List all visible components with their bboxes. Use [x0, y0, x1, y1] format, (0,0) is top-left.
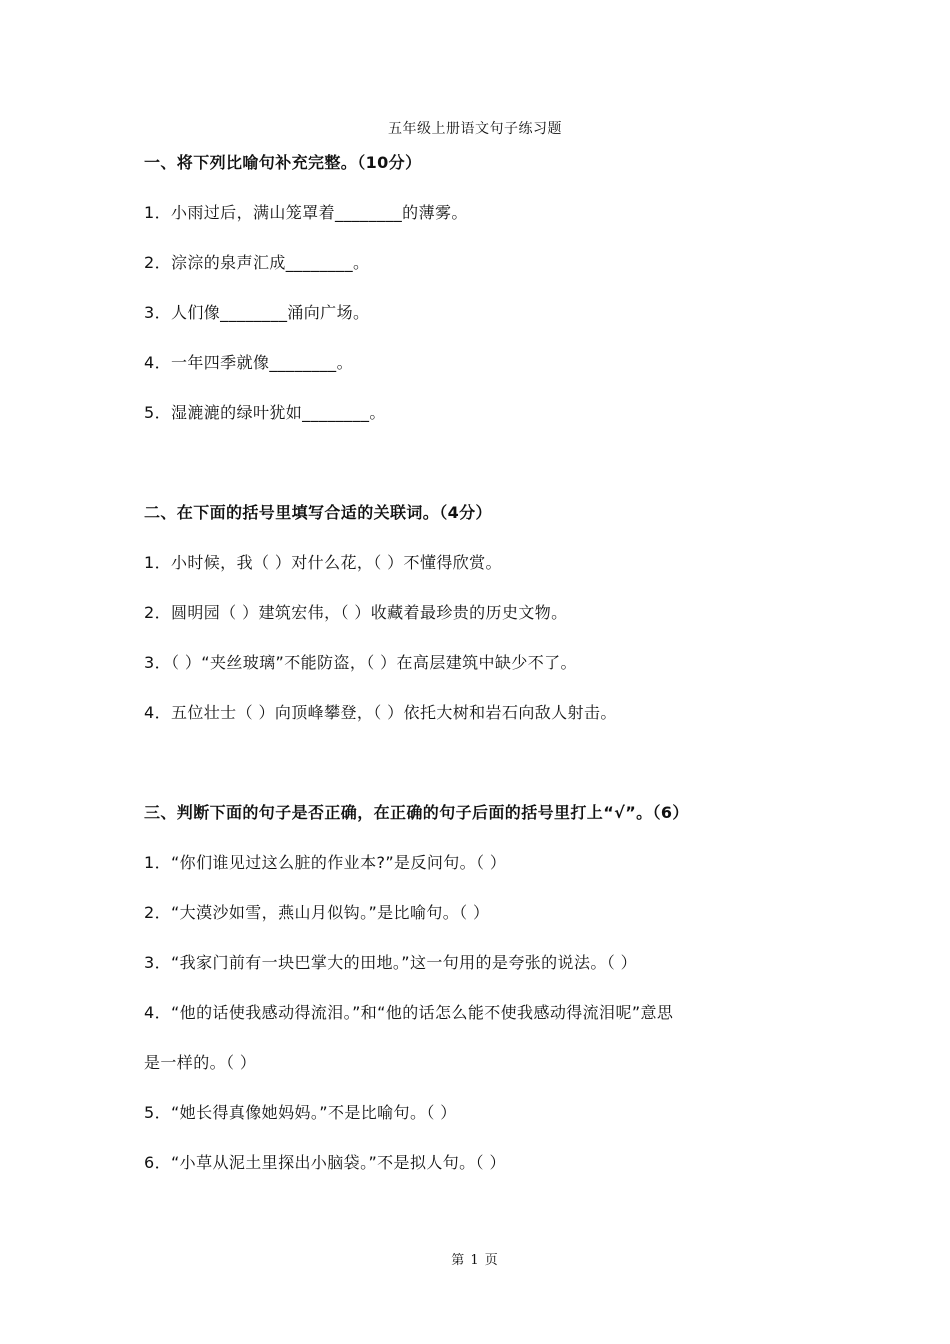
- page-number: 第 1 页: [451, 1253, 499, 1268]
- section-spacer: [144, 749, 824, 799]
- section-heading: 二、在下面的括号里填写合适的关联词。（4分）: [144, 503, 492, 522]
- question-item: 1．小雨过后，满山笼罩着________的薄雾。: [144, 203, 468, 222]
- document-title: 五年级上册语文句子练习题: [388, 121, 562, 137]
- section-spacer: [144, 449, 824, 499]
- question-item: 4．“他的话使我感动得流泪。”和“他的话怎么能不使我感动得流泪呢”意思: [144, 1003, 674, 1022]
- question-item: 1．“你们谁见过这么脏的作业本?”是反问句。（ ）: [144, 853, 507, 872]
- question-item: 3．（ ）“夹丝玻璃”不能防盗，（ ）在高层建筑中缺少不了。: [144, 653, 577, 672]
- question-item: 2．圆明园（ ）建筑宏伟，（ ）收藏着最珍贵的历史文物。: [144, 603, 568, 622]
- question-item: 4．五位壮士（ ）向顶峰攀登，（ ）依托大树和岩石向敌人射击。: [144, 703, 617, 722]
- section-heading: 一、将下列比喻句补充完整。（10分）: [144, 153, 422, 172]
- question-item: 1．小时候，我（ ）对什么花，（ ）不懂得欣赏。: [144, 553, 502, 572]
- section-heading: 三、判断下面的句子是否正确，在正确的句子后面的括号里打上“√”。（6）: [144, 803, 689, 822]
- question-item: 是一样的。（ ）: [144, 1053, 257, 1072]
- section-2: [144, 499, 824, 749]
- section-1: [144, 149, 824, 449]
- section-3: [144, 799, 824, 1199]
- question-item: 2．淙淙的泉声汇成________。: [144, 253, 370, 272]
- question-item: 3．“我家门前有一块巴掌大的田地。”这一句用的是夸张的说法。（ ）: [144, 953, 638, 972]
- question-item: 5．“她长得真像她妈妈。”不是比喻句。（ ）: [144, 1103, 457, 1122]
- question-item: 4．一年四季就像________。: [144, 353, 353, 372]
- document-body: [144, 149, 824, 1199]
- question-item: 2．“大漠沙如雪，燕山月似钩。”是比喻句。（ ）: [144, 903, 490, 922]
- question-item: 6．“小草从泥土里探出小脑袋。”不是拟人句。（ ）: [144, 1153, 506, 1172]
- question-item: 5．湿漉漉的绿叶犹如________。: [144, 403, 386, 422]
- question-item: 3．人们像________涌向广场。: [144, 303, 370, 322]
